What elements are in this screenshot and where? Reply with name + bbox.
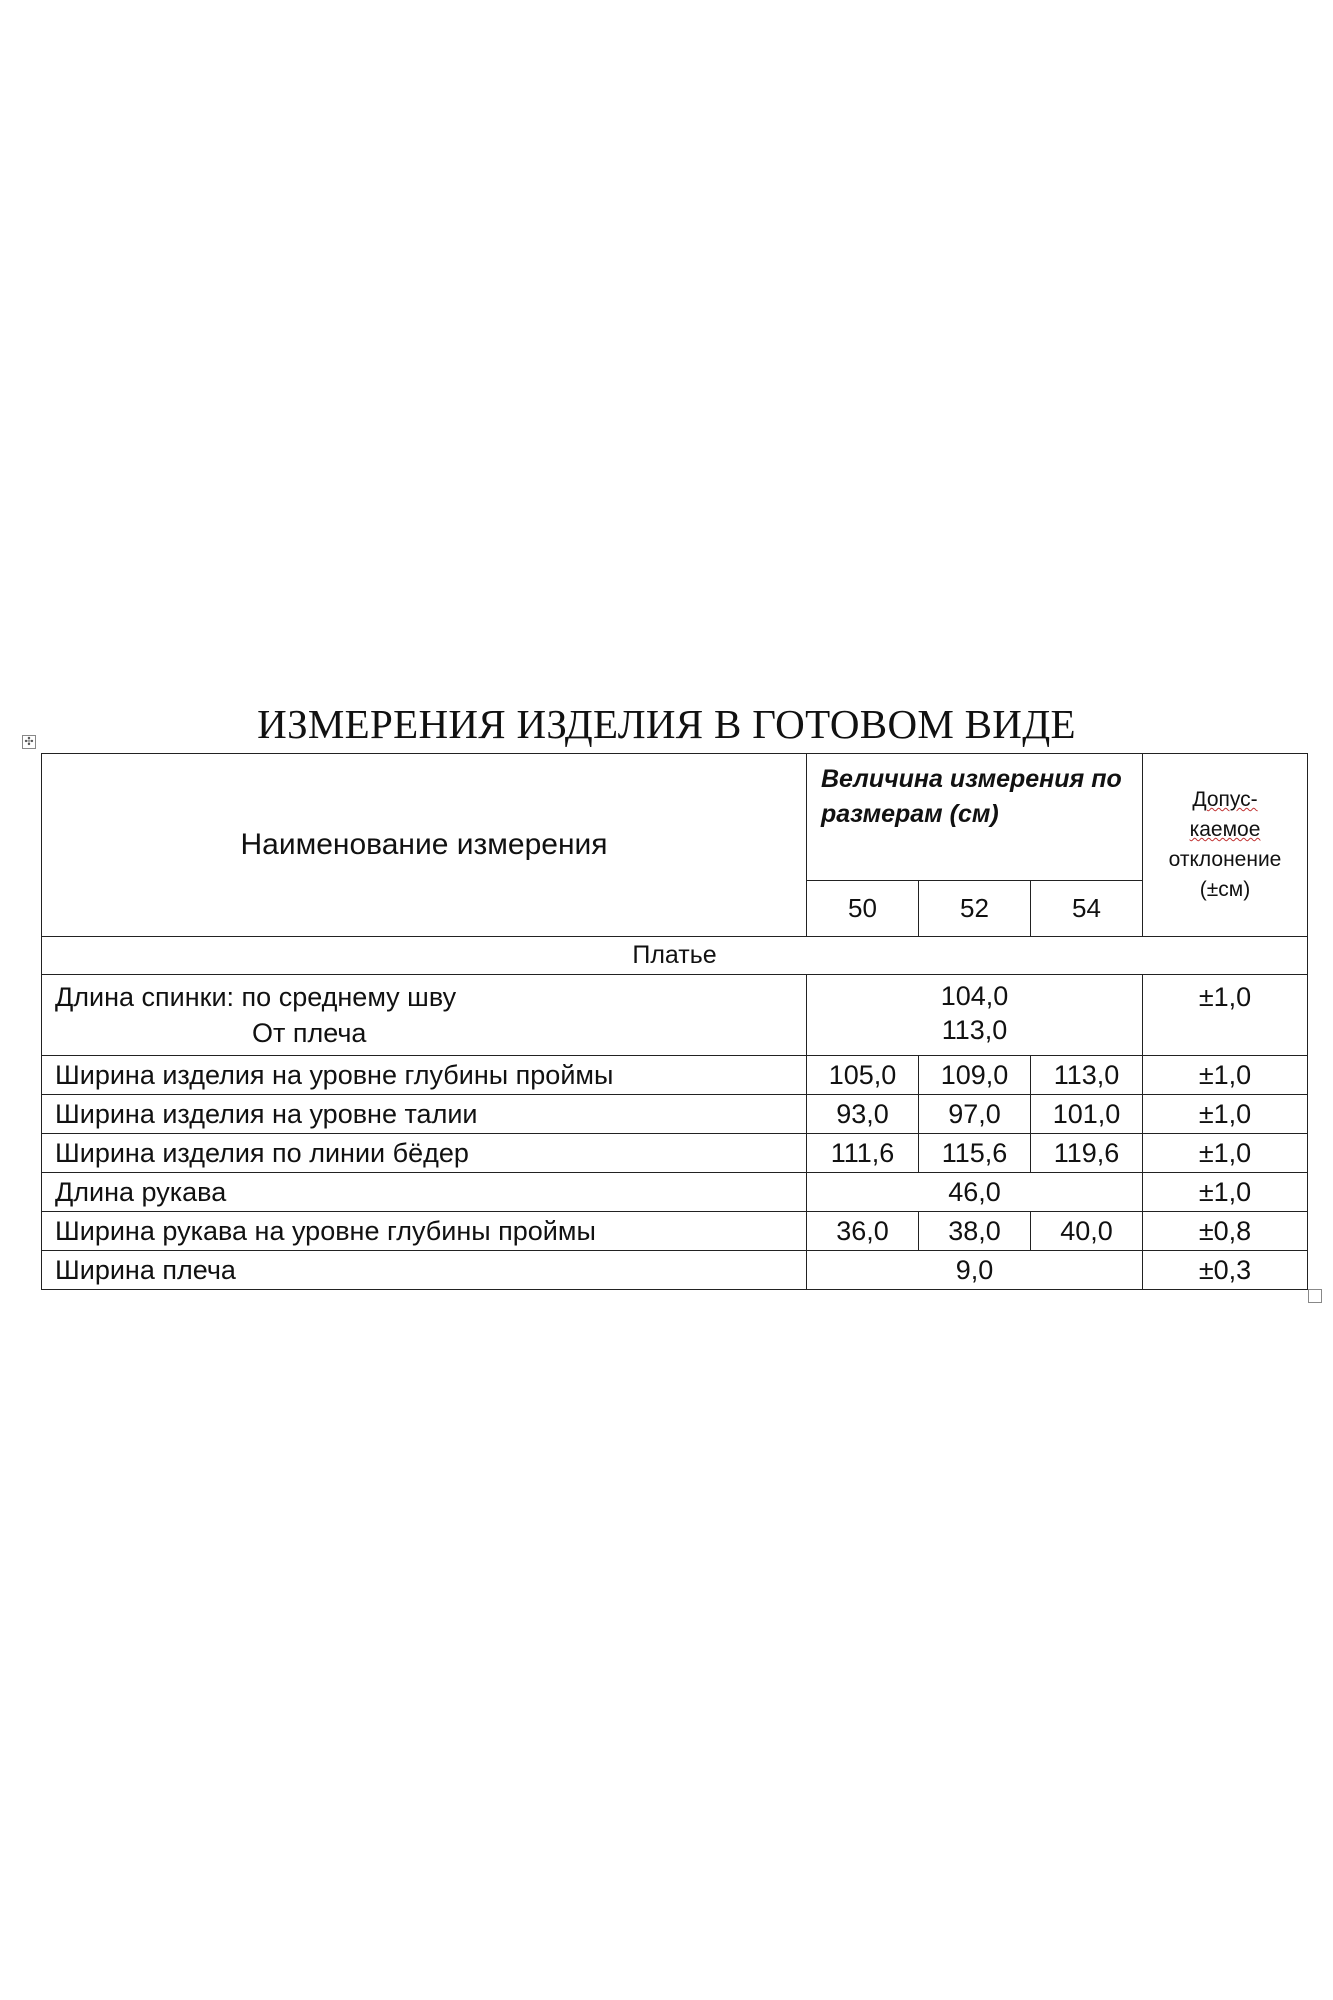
table-row	[42, 1056, 1308, 1095]
document-title: ИЗМЕРЕНИЯ ИЗДЕЛИЯ В ГОТОВОМ ВИДЕ	[257, 701, 1076, 747]
row-value: 111,6	[807, 1134, 919, 1173]
header-tolerance	[1143, 754, 1308, 937]
row-value: 97,0	[919, 1095, 1031, 1134]
row-value-line: 113,0	[941, 1015, 1008, 1045]
row-tolerance: ±1,0	[1143, 1095, 1308, 1134]
row-name: Ширина изделия на уровне глубины проймы	[42, 1056, 807, 1095]
row-value: 93,0	[807, 1095, 919, 1134]
row-tolerance: ±1,0	[1143, 1134, 1308, 1173]
row-name-sub: От плеча	[252, 1018, 367, 1048]
header-sizes-title: Величина измерения по размерам (см)	[807, 754, 1143, 881]
header-tolerance-line: отклонение	[1168, 848, 1282, 871]
section-title: Платье	[42, 937, 1308, 975]
row-tolerance: ±1,0	[1143, 1173, 1308, 1212]
row-value: 101,0	[1031, 1095, 1143, 1134]
header-size: 52	[919, 881, 1031, 937]
row-value: 105,0	[807, 1056, 919, 1095]
row-value: 113,0	[1031, 1056, 1143, 1095]
table-row	[42, 1212, 1308, 1251]
header-size: 54	[1031, 881, 1143, 937]
header-tolerance-line: (±см)	[1199, 878, 1251, 901]
row-name: Длина рукава	[42, 1173, 807, 1212]
row-name: Ширина изделия на уровне талии	[42, 1095, 807, 1134]
table-header-row	[42, 754, 1308, 881]
row-name: Ширина плеча	[42, 1251, 807, 1290]
header-size: 50	[807, 881, 919, 937]
row-value: 46,0	[807, 1173, 1143, 1212]
row-value: 38,0	[919, 1212, 1031, 1251]
table-row	[42, 1134, 1308, 1173]
table-row	[42, 1251, 1308, 1290]
table-row	[42, 975, 1308, 1056]
row-tolerance: ±0,3	[1143, 1251, 1308, 1290]
row-value: 36,0	[807, 1212, 919, 1251]
row-value: 115,6	[919, 1134, 1031, 1173]
row-value: 119,6	[1031, 1134, 1143, 1173]
row-name: Ширина рукава на уровне глубины проймы	[42, 1212, 807, 1251]
table-move-handle-icon[interactable]: ✣	[22, 735, 36, 749]
row-value: 109,0	[919, 1056, 1031, 1095]
row-value: 40,0	[1031, 1212, 1143, 1251]
header-tolerance-line: Допус-	[1192, 788, 1258, 811]
header-measurement-name: Наименование измерения	[42, 754, 807, 937]
row-name	[42, 975, 807, 1056]
table-resize-handle[interactable]	[1308, 1289, 1322, 1303]
row-tolerance: ±0,8	[1143, 1212, 1308, 1251]
table-row	[42, 1095, 1308, 1134]
row-name-line: Длина спинки: по среднему шву	[55, 982, 457, 1012]
section-row	[42, 937, 1308, 975]
row-value-line: 104,0	[940, 981, 1009, 1011]
header-tolerance-line: каемое	[1189, 818, 1261, 841]
row-tolerance: ±1,0	[1143, 1056, 1308, 1095]
row-value: 9,0	[807, 1251, 1143, 1290]
measurements-table	[41, 753, 1308, 1290]
row-name: Ширина изделия по линии бёдер	[42, 1134, 807, 1173]
row-tolerance: ±1,0	[1143, 975, 1308, 1056]
table-row	[42, 1173, 1308, 1212]
row-value	[807, 975, 1143, 1056]
